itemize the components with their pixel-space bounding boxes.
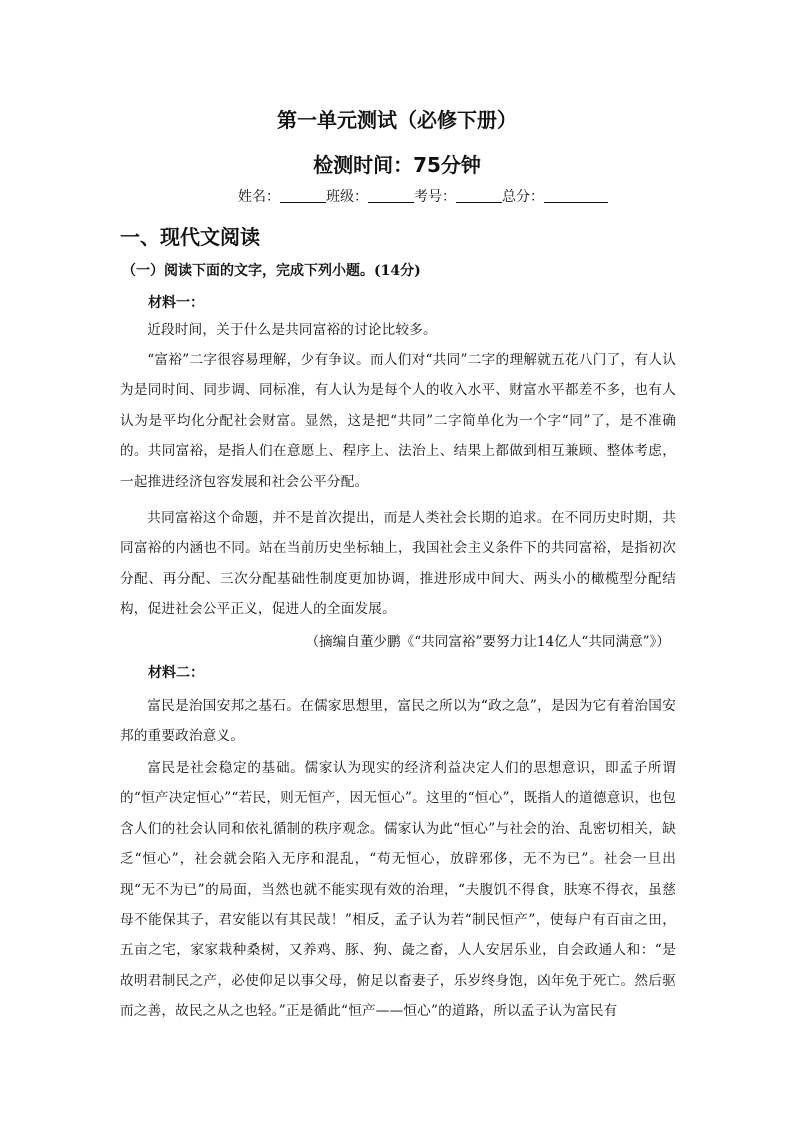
material-one-paragraph-2: “富裕”二字很容易理解，少有争议。而人们对“共同”二字的理解就五花八门了，有人认为是同时间、同步调、同标准，有人认为是每个人的收入水平、财富水平都差不多，也有人认为是平均化分配社会财富。显然，这是把“共同”二字简单化为一个字“同”了，是不准确的。共同富裕，是指人们在意愿上、程序上、法治上、结果上都做到相互兼顾、整体考虑，一起推进经济包容发展和社会公平分配。 xyxy=(120,352,676,490)
exam-no-blank[interactable] xyxy=(456,188,502,203)
page-title: 第一单元测试（必修下册） xyxy=(277,108,517,132)
page-subtitle: 检测时间：75分钟 xyxy=(313,153,481,177)
material-two-label: 材料二： xyxy=(148,665,204,681)
name-label: 姓名： xyxy=(238,189,280,205)
exam-no-label: 考号： xyxy=(414,189,456,205)
material-one-label: 材料一： xyxy=(148,295,204,311)
material-one-paragraph-3: 共同富裕这个命题，并不是首次提出，而是人类社会长期的追求。在不同历史时期，共同富裕的内涵也不同。站在当前历史坐标轴上，我国社会主义条件下的共同富裕，是指初次分配、再分配、三次分配基础性制度更加协调，推进形成中间大、两头小的橄榄型分配结构，促进社会公平正义，促进人的全面发展。 xyxy=(120,510,676,618)
material-two-paragraph-1: 富民是治国安邦之基石。在儒家思想里，富民之所以为“政之急”，是因为它有着治国安邦的重要政治意义。 xyxy=(120,698,676,745)
class-label: 班级： xyxy=(326,189,368,205)
class-blank[interactable] xyxy=(368,188,414,203)
name-blank[interactable] xyxy=(280,188,326,203)
material-one-paragraph-1: 近段时间，关于什么是共同富裕的讨论比较多。 xyxy=(147,322,437,338)
material-one-source: （摘编自董少鹏《“共同富裕”要努力让14亿人“共同满意”》） xyxy=(305,634,670,650)
score-label: 总分： xyxy=(502,189,544,205)
score-blank[interactable] xyxy=(544,188,608,203)
question-instruction: （一）阅读下面的文字，完成下列小题。(14分) xyxy=(122,263,421,279)
section-heading: 一、现代文阅读 xyxy=(120,225,260,249)
student-info-line xyxy=(238,186,608,206)
material-two-paragraph-2: 富民是社会稳定的基础。儒家认为现实的经济利益决定人们的思想意识，即孟子所谓的“恒产决定恒心”“若民，则无恒产，因无恒心”。这里的“恒心”，既指人的道德意识，也包含人们的社会认同和依礼循制的秩序观念。儒家认为此“恒心”与社会的治、乱密切相关，缺乏“恒心”，社会就会陷入无序和混乱，“苟无恒心，放辟邪侈，无不为已”。社会一旦出现“无不为已”的局面，当然也就不能实现有效的治理，“夫腹饥不得食，肤寒不得衣，虽慈母不能保其子，君安能以有其民哉！”相反，孟子认为若“制民恒产”，使每户有百亩之田，五亩之宅，家家栽种桑树，又养鸡、豚、狗、彘之畜，人人安居乐业，自会政通人和：“是故明君制民之产，必使仰足以事父母，俯足以畜妻子，乐岁终身饱，凶年免于死亡。然后驱而之善，故民之从之也轻。”正是循此“恒产——恒心”的道路，所以孟子认为富民有 xyxy=(120,760,676,1020)
